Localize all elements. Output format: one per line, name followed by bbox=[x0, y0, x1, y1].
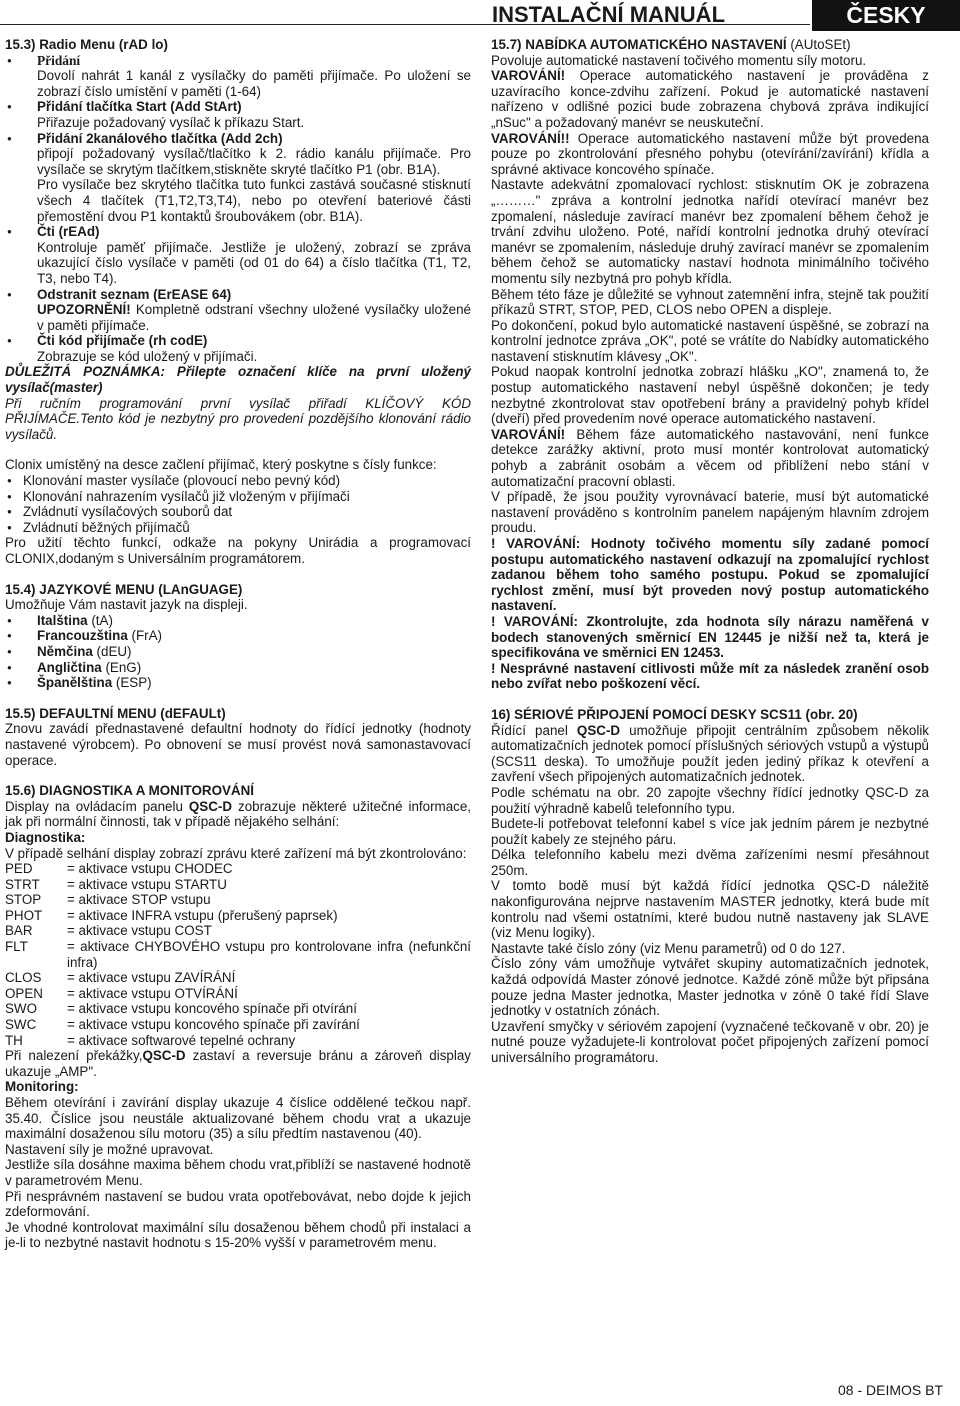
obstacle-text bbox=[5, 1048, 471, 1079]
read-text: Kontroluje paměť přijímače. Jestliže je uložený, zobrazí se zpráva ukazující číslo vysílače v paměti (od 01 do 64) a číslo tlačítka (T1, T2, T3, nebo T4). bbox=[37, 239, 471, 286]
monitoring-text-3: Jestliže síla dosáhne maxima během chodu vrat,přiblíží se nastavené hodnotě v parametrovém Menu. bbox=[5, 1157, 471, 1188]
text-run: zobrazuje některé užitečné informace, jak při normální činnosti, tak v případě nějakého selhání: bbox=[5, 798, 472, 830]
erase-text: Kompletně odstraní všechny uložené vysílačky uložené v paměti přijímače. bbox=[37, 302, 471, 333]
diagnostic-code: STRT bbox=[5, 876, 40, 892]
autoset-text-8 bbox=[491, 427, 929, 489]
diagnostic-row bbox=[5, 1033, 471, 1049]
page-footer: 08 - DEIMOS BT bbox=[838, 1382, 944, 1398]
add-start-text: Přiřazuje požadovaný vysílač k příkazu Start. bbox=[37, 114, 305, 130]
language-name: Francouzština bbox=[37, 628, 128, 644]
diagnostic-meaning: = aktivace vstupu STARTU bbox=[67, 876, 227, 892]
add-start-item bbox=[5, 99, 471, 130]
diagnostic-meaning: = aktivace vstupu ZAVÍRÁNÍ bbox=[67, 970, 236, 986]
monitoring-title: Monitoring: bbox=[5, 1079, 79, 1095]
diagnostic-row bbox=[5, 986, 471, 1002]
clonix-item: ● Zvládnutí běžných přijímačů bbox=[5, 520, 471, 536]
section-16-title: 16) SÉRIOVÉ PŘIPOJENÍ POMOCÍ DESKY SCS11 (obr. 20) bbox=[491, 706, 858, 722]
clonix-item: ● Zvládnutí vysílačových souborů dat bbox=[5, 504, 471, 520]
section-15-6-title: 15.6) DIAGNOSTIKA A MONITOROVÁNÍ bbox=[5, 783, 254, 799]
language-name: Angličtina bbox=[37, 659, 102, 675]
diagnostic-row bbox=[5, 908, 471, 924]
autoset-warning-3: ! Nesprávné nastavení citlivosti může mít za následek zranění osob nebo zvířat nebo poškození věcí. bbox=[491, 660, 929, 692]
rhcode-item bbox=[5, 333, 471, 364]
left-column bbox=[5, 37, 471, 1251]
add-start-title: ● Přidání tlačítka Start (Add StArt) bbox=[37, 99, 242, 115]
serial-text-3: Budete-li potřebovat telefonní kabel s více jak jedním párem je nezbytné použít kabely ze stejného páru. bbox=[491, 816, 929, 847]
section-15-7-code: (AUtoSEt) bbox=[786, 37, 851, 52]
text-run: Operace automatického nastavení může být provedena pouze po zkontrolování přesného pohybu (otevírání/zavírání) křídla a správné aktivace koncového spínače. bbox=[491, 130, 929, 177]
autoset-text-6: Po dokončení, pokud bylo automatické nastavení úspěšné, se zobrazí na kontrolní jednotce zpráva „OK", poté se vrátíte do Nabídky automatického nastavení stisknutím klávesy „OK". bbox=[491, 317, 929, 364]
diagnostic-row bbox=[5, 892, 471, 908]
diagnostic-row bbox=[5, 1001, 471, 1017]
text-run: Řídící panel bbox=[491, 722, 577, 738]
diagnostic-code: SWO bbox=[5, 1001, 37, 1017]
product-name: QSC-D bbox=[188, 798, 233, 814]
add-2ch-title: ● Přidání 2kanálového tlačítka (Add 2ch) bbox=[37, 130, 283, 146]
serial-text-1 bbox=[491, 723, 929, 785]
diagnostic-code: PED bbox=[5, 861, 33, 877]
serial-text-8: Uzavření smyčky v sériovém zapojení (vyznačené tečkovaně v obr. 20) je nutné pouze vyžadujete-li kontrolovat počet připojených zařízení pomocí universálního programátoru. bbox=[491, 1018, 929, 1065]
autoset-text-9: V případě, že jsou použity vyrovnávací baterie, musí být automatické nastavení prováděno s kontrolním panelem napájeným hlavním zdrojem proudu. bbox=[491, 489, 929, 536]
language-code: (EnG) bbox=[101, 659, 142, 675]
erase-warning: UPOZORNĚNÍ! bbox=[37, 302, 131, 318]
clonix-item: ● Klonování master vysílače (plovoucí nebo pevný kód) bbox=[5, 473, 471, 489]
manual-title: INSTALAČNÍ MANUÁL bbox=[492, 2, 726, 27]
language-name: Španělština bbox=[37, 675, 113, 691]
language-name: Němčina bbox=[37, 643, 93, 659]
autoset-text-3 bbox=[491, 131, 929, 178]
autoset-warning-2: ! VAROVÁNÍ: Zkontrolujte, zda hodnota síly nárazu naměřená v bodech stanovených směrnicí EN 12445 je nižší než ta, která je specifikována ve směrnici EN 12453. bbox=[491, 613, 929, 661]
pridani-text: Dovolí nahrát 1 kanál z vysílačky do paměti přijímače. Po uložení se zobrazí číslo umístění v paměti (1-64) bbox=[37, 68, 471, 99]
read-title: ● Čti (rEAd) bbox=[37, 224, 100, 240]
diagnostic-row bbox=[5, 970, 471, 986]
pridani-item bbox=[5, 53, 471, 100]
page-header bbox=[0, 0, 960, 33]
monitoring-text-5: Je vhodné kontrolovat maximální sílu dosaženou během chodů při instalaci a je-li to nezbytné nastavit hodnotu s 15-20% vyšší v parametrovém menu. bbox=[5, 1219, 471, 1251]
serial-text-6: Nastavte také číslo zóny (viz Menu parametrů) od 0 do 127. bbox=[491, 940, 846, 956]
language-item bbox=[5, 628, 471, 644]
diagnostic-code: FLT bbox=[5, 939, 28, 955]
diagnostic-code: SWC bbox=[5, 1017, 37, 1033]
diagnostic-meaning: = aktivace INFRA vstupu (přerušený paprsek) bbox=[67, 907, 338, 923]
text-run: Display na ovládacím panelu bbox=[5, 798, 189, 814]
add-2ch-text-2: Pro vysílače bez skrytého tlačítka tuto funkci zastává současné stisknutí všech 4 tlačítek (T1,T2,T3,T4), nebo po otevření bateriové části přemostění dvou P1 kontaktů šroubovákem (obr. B1A). bbox=[37, 177, 471, 224]
erase-title: ● Odstranit seznam (ErEASE 64) bbox=[37, 286, 232, 302]
language-item bbox=[5, 675, 471, 691]
section-15-7-title bbox=[491, 37, 929, 53]
diagnostics-text: V případě selhání display zobrazí zprávu které zařízení má být zkontrolováno: bbox=[5, 845, 467, 861]
add-2ch-text-1: připojí požadovaný vysílač/tlačítko k 2. rádio kanálu přijímače. Pro vysílače se skrytým tlačítkem,stiskněte skryté tlačítko P1 (obr. B1A). bbox=[37, 146, 471, 177]
diagnostic-code: OPEN bbox=[5, 985, 43, 1001]
diagnostic-meaning: = aktivace STOP vstupu bbox=[67, 892, 211, 908]
language-code: (FrA) bbox=[127, 628, 162, 644]
autoset-warning-1: ! VAROVÁNÍ: Hodnoty točivého momentu síly zadané pomocí postupu automatického nastavení odkazují na zpomalující rychlost zadanou během toho samého postupu. Pokud se zpomalující rychlost změní, musí být proveden nový postup automatického nastavení. bbox=[491, 536, 929, 614]
section-15-3-title: 15.3) Radio Menu (rAD lo) bbox=[5, 37, 168, 52]
diagnostic-row bbox=[5, 939, 471, 970]
diagnostic-row bbox=[5, 1017, 471, 1033]
language-code: (tA) bbox=[87, 612, 113, 628]
diagnostic-meaning: = aktivace vstupu OTVÍRÁNÍ bbox=[67, 985, 238, 1001]
clonix-item: ● Klonování nahrazením vysílačů již vloženým v přijímači bbox=[5, 489, 471, 505]
product-name: QSC-D bbox=[142, 1048, 186, 1064]
clonix-intro: Clonix umístěný na desce začlení přijímač, který poskytne s čísly funkce: bbox=[5, 457, 437, 473]
diagnostic-code: CLOS bbox=[5, 970, 42, 986]
diagnostic-meaning: = aktivace softwarové tepelné ochrany bbox=[67, 1032, 296, 1048]
serial-text-5: V tomto bodě musí být každá řídící jednotka QSC-D náležitě nakonfigurována nejprve nastavením MASTER jednotky, která bude mít kontrolu nad všemi ostatními, které budou nutně nastaveny jak SLAVE (viz Menu logiky). bbox=[491, 878, 929, 941]
text-run: zastaví a reversuje bránu a zároveň display ukazuje „AMP". bbox=[5, 1048, 471, 1079]
monitoring-text-2: Nastavení síly je možné upravovat. bbox=[5, 1141, 214, 1157]
section-15-5-text: Znovu zavádí přednastavené defaultní hodnoty do řídící jednotky (hodnoty nastavené výrobcem). Po obnovení se musí provést nová samonastavovací operace. bbox=[5, 721, 471, 768]
important-note-title: DŮLEŽITÁ POZNÁMKA: Přilepte označení klíče na první uložený vysílač(master) bbox=[5, 364, 471, 396]
diagnostic-code: STOP bbox=[5, 892, 42, 908]
text-run: Při nalezení překážky, bbox=[5, 1048, 143, 1064]
warning-label: VAROVÁNÍ!! bbox=[491, 130, 570, 146]
diagnostic-code: BAR bbox=[5, 923, 33, 939]
diagnostic-row bbox=[5, 923, 471, 939]
serial-text-2: Podle schématu na obr. 20 zapojte všechny řídící jednotky QSC-D za použití výhradně kabelů telefonního typu. bbox=[491, 784, 929, 816]
rhcode-title: ● Čti kód přijímače (rh codE) bbox=[37, 333, 208, 349]
clonix-outro: Pro užití těchto funkcí, odkaže na pokyny Unirádia a programovací CLONIX,dodaným s Universálním programátorem. bbox=[5, 535, 471, 566]
language-item bbox=[5, 660, 471, 676]
language-item bbox=[5, 613, 471, 629]
right-column bbox=[491, 37, 929, 1066]
monitoring-text-1: Během otevírání i zavírání display ukazuje 4 číslice oddělené tečkou např. 35.40. Číslice jsou neustále aktualizované během chodu vrat a ukazuje maximální dosaženou sílu motoru (35) a sílu předtím nastavenou (40). bbox=[5, 1095, 471, 1142]
add-2ch-item bbox=[5, 131, 471, 225]
diagnostic-meaning: = aktivace vstupu COST bbox=[67, 923, 212, 939]
diagnostics-title: Diagnostika: bbox=[5, 829, 86, 845]
language-code: (ESP) bbox=[112, 675, 152, 691]
read-item bbox=[5, 224, 471, 286]
autoset-text-5: Během této fáze je důležité se vyhnout zatemnění infra, stejně tak použití příkazů STRT, STOP, PED, CLOS nebo OPEN a displeje. bbox=[491, 286, 929, 318]
product-name: QSC-D bbox=[576, 722, 621, 738]
language-code: (dEU) bbox=[92, 643, 132, 659]
diagnostic-meaning: = aktivace vstupu koncového spínače při otvírání bbox=[67, 1001, 357, 1017]
language-name: Italština bbox=[37, 612, 88, 628]
section-15-4-text: Umožňuje Vám nastavit jazyk na displeji. bbox=[5, 597, 248, 613]
section-15-4-title: 15.4) JAZYKOVÉ MENU (LAnGUAGE) bbox=[5, 581, 243, 597]
diagnostic-meaning: = aktivace vstupu koncového spínače při zavírání bbox=[67, 1017, 360, 1033]
diagnostic-meaning: = aktivace CHYBOVÉHO vstupu pro kontrolovane infra (nefunkční infra) bbox=[67, 939, 471, 970]
section-15-6-text bbox=[5, 799, 471, 830]
section-15-7-heading: 15.7) NABÍDKA AUTOMATICKÉHO NASTAVENÍ bbox=[491, 37, 787, 52]
text-run: Během fáze automatického nastavování, není funkce detekce zarážky aktivní, proto musí montér kontrolovat automatický pohyb a zabránit osobám a věcem od přiblížení nebo stání v automatizační pracovní oblasti. bbox=[491, 426, 929, 489]
serial-text-7: Číslo zóny vám umožňuje vytvářet skupiny automatizačních jednotek, každá odpovídá Master zónové jednotce. Každé zóně může být připsána pouze jedna Master jednotka, Master jednotka v zóně 0 také řídí Slave jednotky v ostatních zónách. bbox=[491, 956, 929, 1019]
section-15-5-title: 15.5) DEFAULTNÍ MENU (dEFAULt) bbox=[5, 705, 226, 721]
autoset-text-2 bbox=[491, 68, 929, 130]
warning-label: VAROVÁNÍ! bbox=[491, 68, 566, 84]
diagnostic-meaning: = aktivace vstupu CHODEC bbox=[67, 861, 233, 877]
important-note-text: Při ručním programování první vysílač přiřadí KLÍČOVÝ KÓD PŘIJÍMAČE.Tento kód je nezbytný pro provedení pozdějšího klonování rádio vysílačů. bbox=[5, 395, 471, 442]
rhcode-text: Zobrazuje se kód uložený v přijímači. bbox=[37, 348, 258, 364]
serial-text-4: Délka telefonního kabelu mezi dvěma zařízeními nesmí přesáhnout 250m. bbox=[491, 847, 929, 878]
autoset-text-1: Povoluje automatické nastavení točivého momentu síly motoru. bbox=[491, 52, 867, 68]
text-run: Operace automatického nastavení je prováděna z uzavíracího konce-zdvihu zařízení. Pokud je automatické nastavení nařízeno v odlišné pozici bude zobrazena chybová zpráva indikující „nSuc" a požadovaný manévr se neuskuteční. bbox=[491, 68, 929, 130]
pridani-title: ● Přidání bbox=[37, 52, 81, 68]
text-run: umožňuje připojit centrálním způsobem několik automatizačních jednotek pomocí příslušných sériových vstupů a výstupů (SCS11 deska). To umožňuje použít jeden jediný příkaz k otevření a zavření všech připojených automatizačních jednotek. bbox=[491, 722, 929, 785]
diagnostic-row bbox=[5, 861, 471, 877]
diagnostic-row bbox=[5, 877, 471, 893]
erase-text-para bbox=[37, 302, 471, 333]
diagnostic-code: TH bbox=[5, 1032, 23, 1048]
erase-item bbox=[5, 287, 471, 334]
monitoring-text-4: Při nesprávném nastavení se budou vrata opotřebovávat, nebo dojde k jejich zdeformování. bbox=[5, 1188, 471, 1220]
warning-label: VAROVÁNÍ! bbox=[491, 426, 566, 442]
autoset-text-7: Pokud naopak kontrolní jednotka zobrazí hlášku „KO", znamená to, že postup automatického nastavení nebyl úspěšně dokončen; je tedy nezbytné zkontrolovat stav opotřebení brány a pravidelný pohyb křídel (dveří) před provedením nové operace automatického nastavení. bbox=[491, 364, 929, 427]
diagnostic-code: PHOT bbox=[5, 907, 43, 923]
autoset-text-4: Nastavte adekvátní zpomalovací rychlost: stisknutím OK je zobrazena „………" zpráva a kontrolní jednotka nařídí otevírací manévr bez zpomalení, následuje zavírací manévr bez zpomalení během čehož je trvání zdvihu uloženo. Poté, nařídí kontrolní jednotka druhý otevírací manévr se zpomalením, následuje druhý zavírací manévr se zpomalením během čehož se automaticky nastaví hodnota minimálního točivého momentu síly nezbytná pro pohyb křídla. bbox=[491, 177, 929, 286]
language-item bbox=[5, 644, 471, 660]
language-badge: ČESKY bbox=[812, 0, 960, 31]
